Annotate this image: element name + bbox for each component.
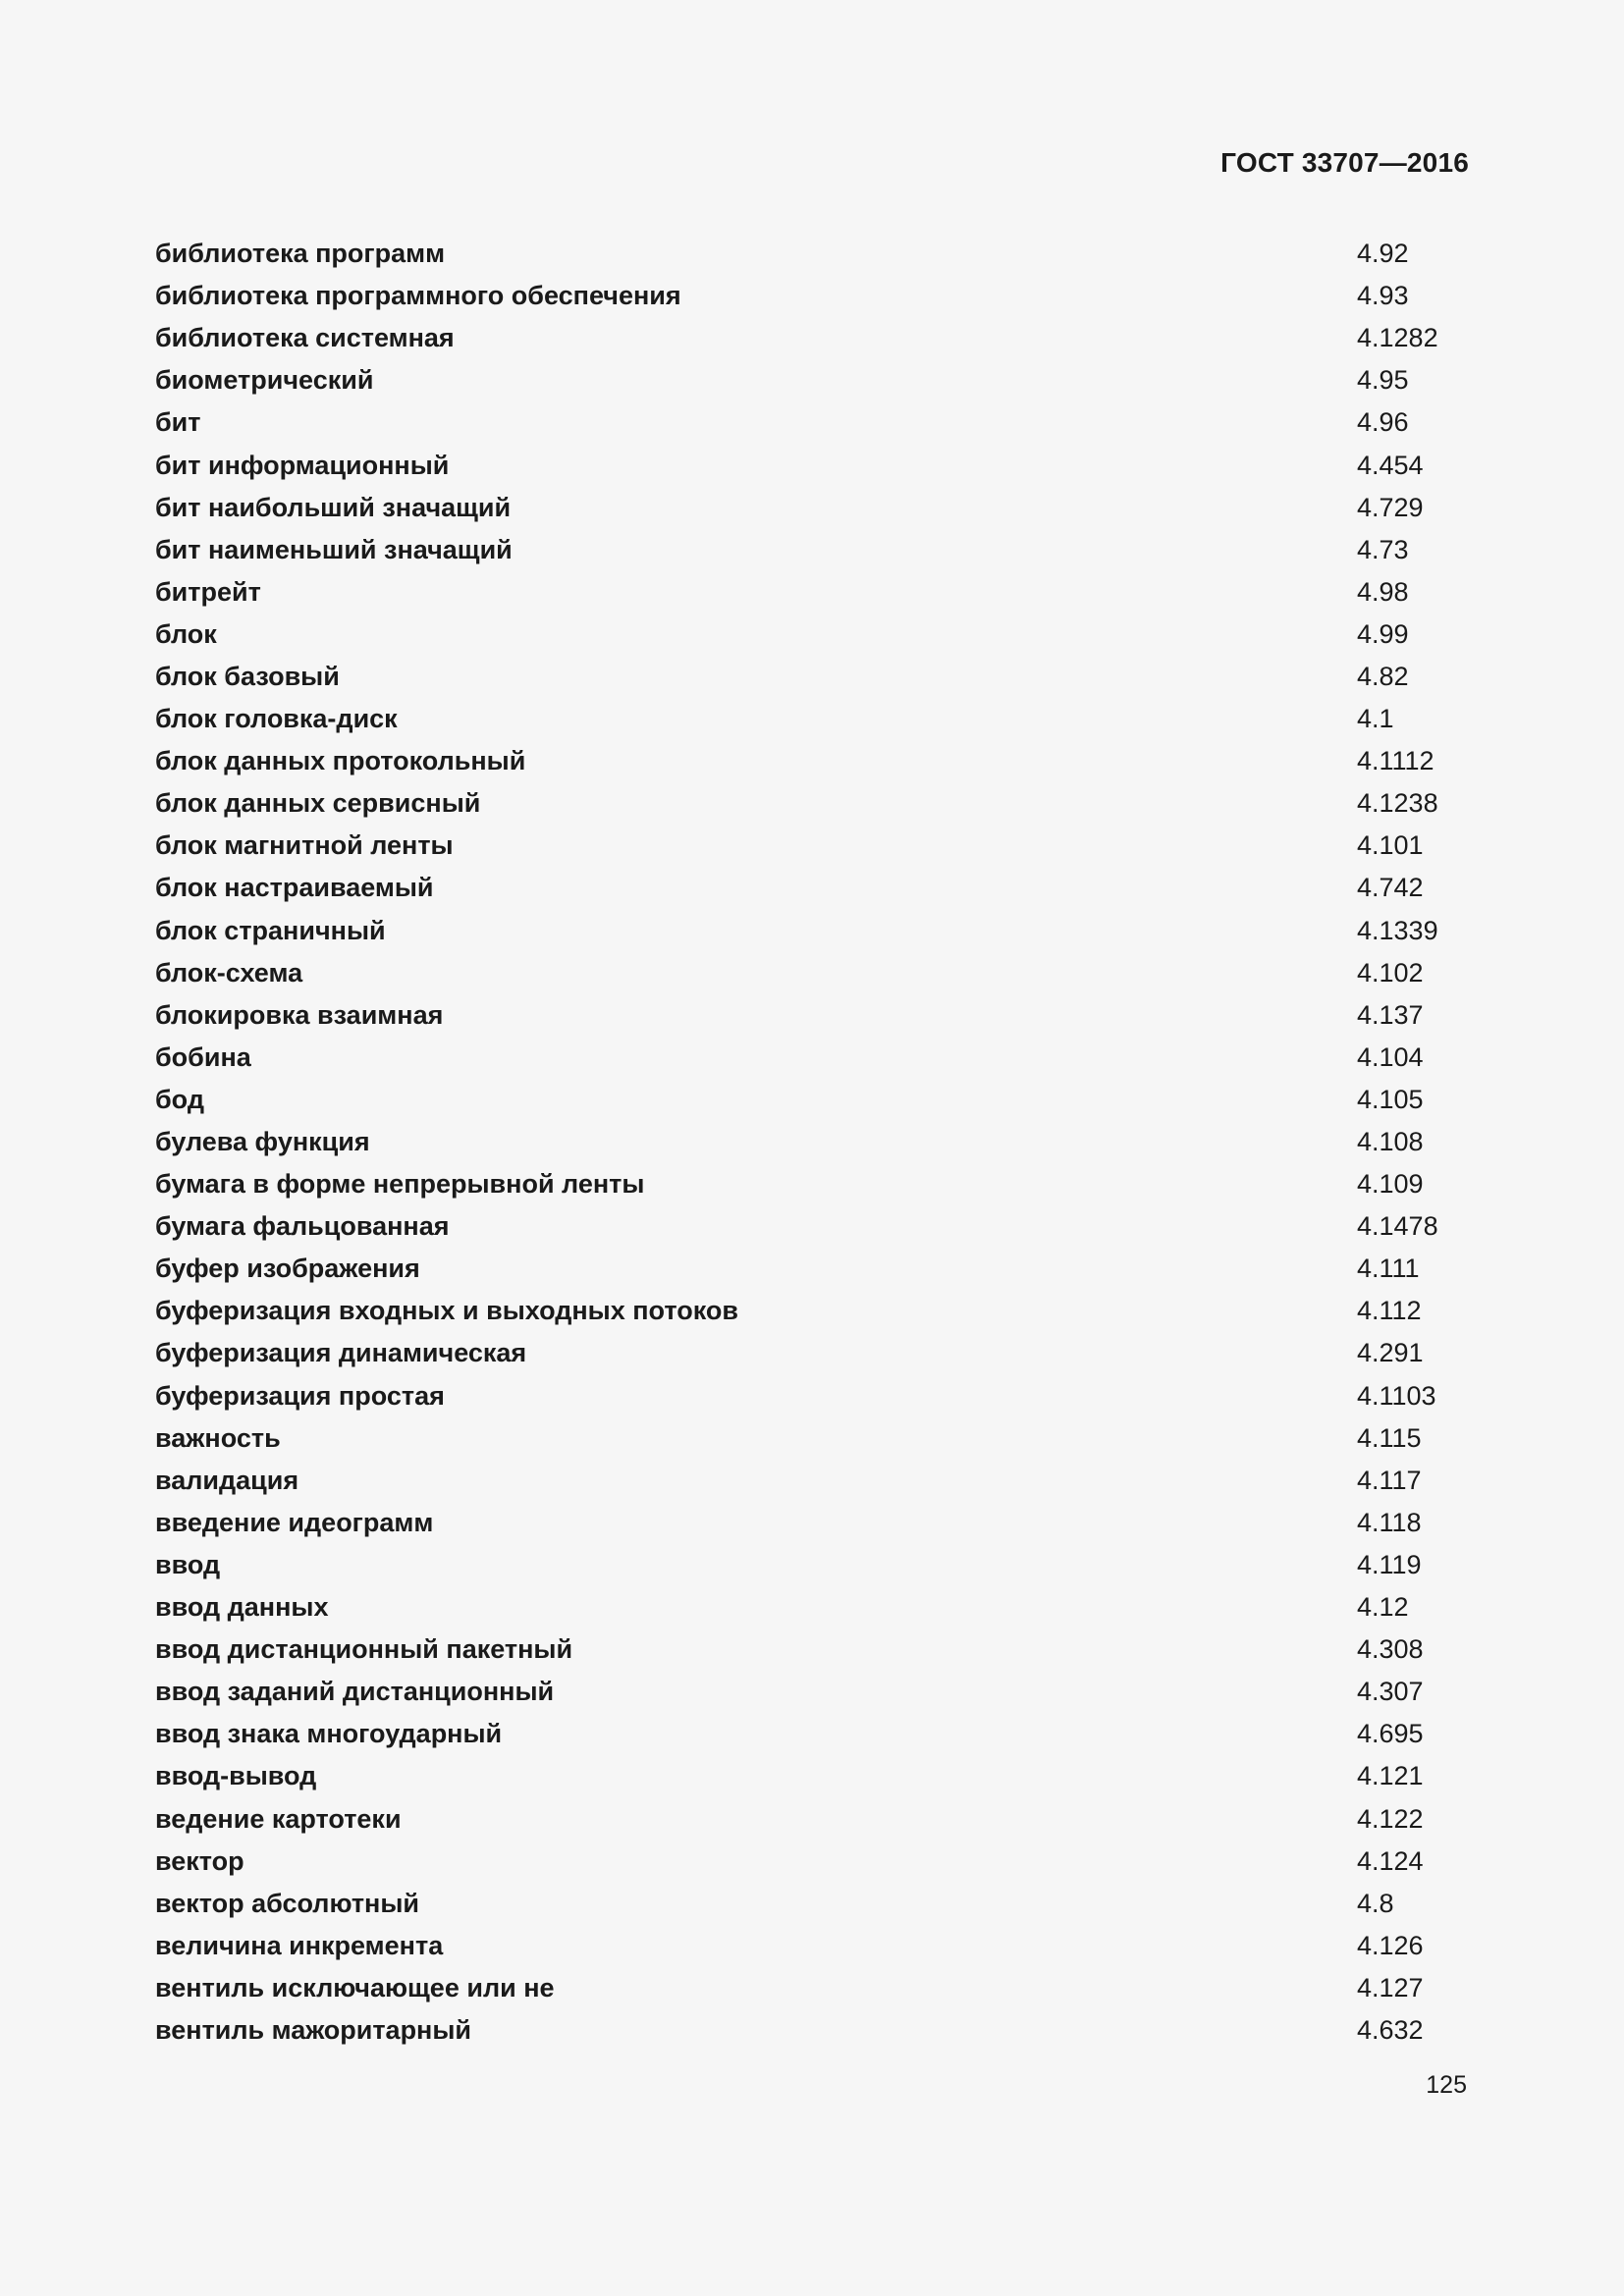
index-reference-number: 4.1112: [1357, 746, 1435, 776]
index-reference-number: 4.695: [1357, 1719, 1424, 1749]
index-reference-number: 4.1: [1357, 704, 1394, 734]
index-reference-number: 4.8: [1357, 1888, 1394, 1918]
index-reference-number: 4.291: [1357, 1338, 1424, 1368]
index-reference-number: 4.101: [1357, 830, 1424, 861]
index-entry: [155, 317, 1471, 359]
index-entry: [155, 1755, 1471, 1797]
index-term: величина инкремента: [155, 1930, 444, 1960]
index-term: блок базовый: [155, 661, 340, 691]
index-term: блок настраиваемый: [155, 873, 434, 903]
index-term: блок данных протокольный: [155, 746, 526, 776]
index-reference-number: 4.117: [1357, 1465, 1422, 1495]
index-reference-number: 4.126: [1357, 1930, 1424, 1960]
index-term: ввод дистанционный пакетный: [155, 1634, 573, 1665]
index-entry: [155, 1967, 1471, 2009]
index-entry: [155, 1460, 1471, 1502]
index-term: ввод знака многоударный: [155, 1719, 503, 1749]
index-reference-number: 4.111: [1357, 1254, 1420, 1284]
index-term: введение идеограмм: [155, 1507, 434, 1537]
index-entry: [155, 2009, 1471, 2052]
index-entry: [155, 1841, 1471, 1883]
index-term: библиотека системная: [155, 323, 455, 353]
index-entry: [155, 1925, 1471, 1967]
index-term: буферизация входных и выходных потоков: [155, 1296, 738, 1326]
index-reference-number: 4.95: [1357, 365, 1409, 396]
index-reference-number: 4.137: [1357, 999, 1424, 1030]
index-term: бобина: [155, 1041, 251, 1072]
index-reference-number: 4.112: [1357, 1296, 1422, 1326]
index-term: важность: [155, 1422, 281, 1453]
index-entry: [155, 571, 1471, 614]
index-entry: [155, 233, 1471, 275]
index-reference-number: 4.93: [1357, 281, 1409, 311]
index-term: буферизация динамическая: [155, 1338, 527, 1368]
index-entry: [155, 1671, 1471, 1713]
index-reference-number: 4.454: [1357, 450, 1424, 480]
index-term: библиотека программ: [155, 239, 446, 269]
index-entry: [155, 487, 1471, 529]
index-term: вентиль мажоритарный: [155, 2014, 472, 2045]
index-entry: [155, 614, 1471, 656]
index-reference-number: 4.1238: [1357, 788, 1438, 819]
index-reference-number: 4.632: [1357, 2014, 1424, 2045]
index-reference-number: 4.12: [1357, 1592, 1409, 1623]
index-entry: [155, 910, 1471, 952]
index-term: блок данных сервисный: [155, 788, 481, 819]
index-term: бумага в форме непрерывной ленты: [155, 1169, 645, 1200]
index-entry: [155, 1205, 1471, 1248]
index-reference-number: 4.105: [1357, 1084, 1424, 1114]
index-term: булева функция: [155, 1127, 370, 1157]
index-reference-number: 4.73: [1357, 534, 1409, 564]
index-reference-number: 4.99: [1357, 618, 1409, 649]
index-reference-number: 4.82: [1357, 661, 1409, 691]
index-term: блокировка взаимная: [155, 999, 444, 1030]
index-entry: [155, 275, 1471, 317]
index-term: бит наибольший значащий: [155, 492, 512, 522]
index-reference-number: 4.308: [1357, 1634, 1424, 1665]
term-index-list: [155, 233, 1471, 2052]
index-term: блок-схема: [155, 957, 303, 988]
index-entry: [155, 1883, 1471, 1925]
index-reference-number: 4.742: [1357, 873, 1424, 903]
index-entry: [155, 1121, 1471, 1163]
index-entry: [155, 1713, 1471, 1755]
index-entry: [155, 1290, 1471, 1332]
index-term: битрейт: [155, 576, 261, 607]
index-entry: [155, 529, 1471, 571]
index-term: буфер изображения: [155, 1254, 420, 1284]
index-reference-number: 4.102: [1357, 957, 1424, 988]
index-term: бит наименьший значащий: [155, 534, 513, 564]
index-entry: [155, 1586, 1471, 1629]
index-reference-number: 4.115: [1357, 1422, 1422, 1453]
index-term: библиотека программного обеспечения: [155, 281, 681, 311]
index-reference-number: 4.1282: [1357, 323, 1438, 353]
index-reference-number: 4.1339: [1357, 915, 1438, 945]
index-reference-number: 4.109: [1357, 1169, 1424, 1200]
index-entry: [155, 1248, 1471, 1290]
index-term: вектор: [155, 1845, 244, 1876]
index-term: ввод: [155, 1549, 221, 1579]
document-header: ГОСТ 33707—2016: [1220, 147, 1469, 178]
index-entry: [155, 782, 1471, 825]
index-term: бит информационный: [155, 450, 450, 480]
index-term: биометрический: [155, 365, 374, 396]
index-reference-number: 4.122: [1357, 1803, 1424, 1834]
index-entry: [155, 1375, 1471, 1417]
index-entry: [155, 1797, 1471, 1840]
index-term: ведение картотеки: [155, 1803, 402, 1834]
index-reference-number: 4.1103: [1357, 1380, 1436, 1411]
index-entry: [155, 359, 1471, 401]
index-reference-number: 4.121: [1357, 1761, 1424, 1791]
index-reference-number: 4.729: [1357, 492, 1424, 522]
index-term: бумага фальцованная: [155, 1211, 450, 1242]
index-entry: [155, 444, 1471, 486]
index-term: блок головка-диск: [155, 704, 398, 734]
index-reference-number: 4.96: [1357, 407, 1409, 438]
index-term: вентиль исключающее или не: [155, 1972, 555, 2002]
index-reference-number: 4.307: [1357, 1677, 1424, 1707]
index-term: блок магнитной ленты: [155, 830, 454, 861]
index-entry: [155, 656, 1471, 698]
index-entry: [155, 867, 1471, 909]
index-reference-number: 4.1478: [1357, 1211, 1438, 1242]
index-reference-number: 4.118: [1357, 1507, 1422, 1537]
index-entry: [155, 825, 1471, 867]
index-entry: [155, 1417, 1471, 1460]
index-entry: [155, 1163, 1471, 1205]
index-term: блок: [155, 618, 217, 649]
index-term: валидация: [155, 1465, 299, 1495]
index-entry: [155, 1502, 1471, 1544]
index-term: блок страничный: [155, 915, 386, 945]
index-entry: [155, 740, 1471, 782]
index-entry: [155, 1544, 1471, 1586]
index-term: ввод данных: [155, 1592, 329, 1623]
page-number: 125: [1426, 2071, 1467, 2099]
index-term: ввод-вывод: [155, 1761, 317, 1791]
index-term: буферизация простая: [155, 1380, 445, 1411]
index-entry: [155, 1037, 1471, 1079]
index-term: бод: [155, 1084, 204, 1114]
index-reference-number: 4.124: [1357, 1845, 1424, 1876]
index-entry: [155, 994, 1471, 1037]
index-entry: [155, 1079, 1471, 1121]
index-reference-number: 4.108: [1357, 1127, 1424, 1157]
index-term: ввод заданий дистанционный: [155, 1677, 555, 1707]
index-entry: [155, 401, 1471, 444]
index-reference-number: 4.127: [1357, 1972, 1424, 2002]
index-reference-number: 4.92: [1357, 239, 1409, 269]
index-term: бит: [155, 407, 201, 438]
index-entry: [155, 1332, 1471, 1374]
index-reference-number: 4.119: [1357, 1549, 1422, 1579]
index-term: вектор абсолютный: [155, 1888, 420, 1918]
index-reference-number: 4.98: [1357, 576, 1409, 607]
index-reference-number: 4.104: [1357, 1041, 1424, 1072]
index-entry: [155, 1629, 1471, 1671]
index-entry: [155, 698, 1471, 740]
index-entry: [155, 952, 1471, 994]
